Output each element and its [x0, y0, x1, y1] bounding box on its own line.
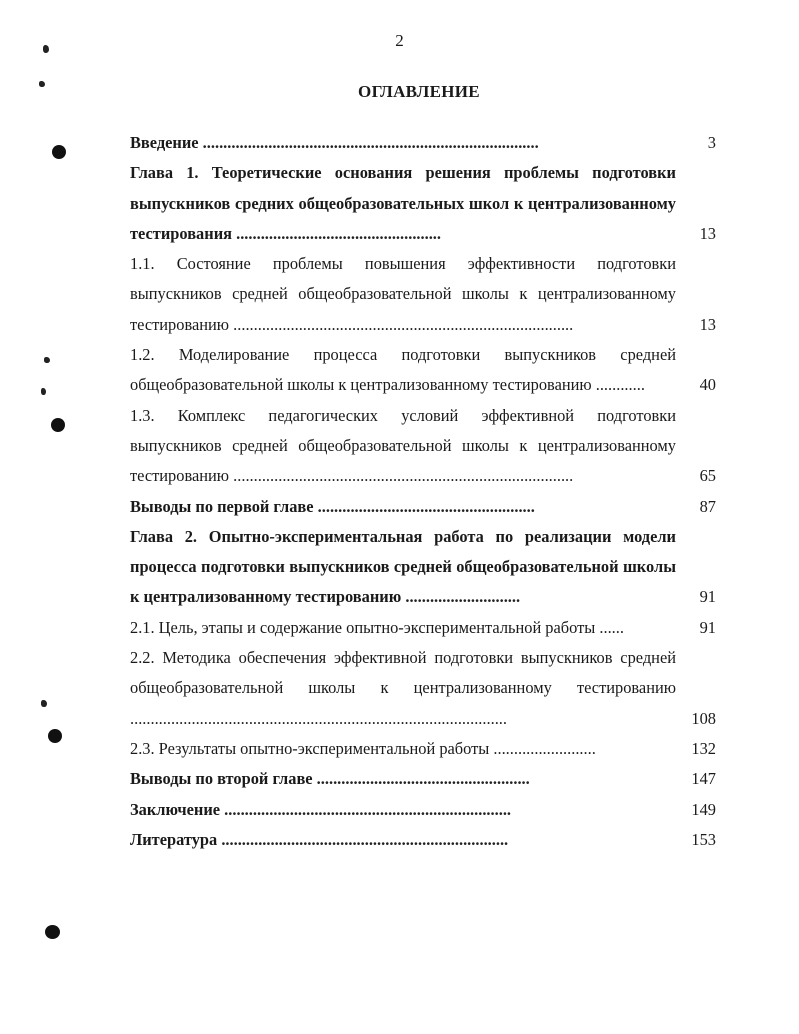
toc-page-number: 65 — [699, 466, 716, 486]
toc-leader: ............ — [591, 375, 645, 395]
toc-entry-literature[interactable] — [130, 825, 716, 855]
punch-hole-2 — [51, 418, 65, 432]
punch-hole-1 — [52, 145, 66, 159]
toc-entry-title: 2.2. Методика обеспечения эффективной подготовки выпускников средней общеобразовательной школы к централизованному тестированию — [130, 648, 676, 698]
toc-leader: ................................................................................... — [229, 314, 574, 334]
toc-page-number: 13 — [699, 314, 716, 334]
toc-page-number: 147 — [691, 769, 716, 789]
toc-entry-title: Выводы по второй главе — [130, 769, 313, 789]
toc-entry-conclusion[interactable] — [130, 795, 716, 825]
toc-page-number: 108 — [691, 708, 716, 728]
toc-entry-chapter-2[interactable] — [130, 522, 716, 613]
toc-leader: .................................................. — [232, 223, 441, 243]
toc-page-number: 153 — [691, 829, 716, 849]
toc-entry-conclusions-2[interactable] — [130, 764, 716, 794]
toc-entry-title: 2.3. Результаты опытно-экспериментальной работы — [130, 738, 490, 758]
punch-hole-4 — [45, 925, 60, 939]
toc-page-number: 91 — [699, 587, 716, 607]
toc-entry-title: Заключение — [130, 799, 221, 819]
toc-page-number: 149 — [691, 799, 716, 819]
toc-entry-title: Выводы по первой главе — [130, 496, 314, 516]
toc-page-number: 3 — [707, 133, 716, 152]
toc-leader: ............................................................................................ — [130, 708, 507, 728]
toc-page-number: 91 — [699, 617, 716, 637]
toc-leader: ................................................................................... — [229, 466, 574, 486]
toc-entry-title: Введение — [130, 133, 199, 152]
toc-leader: ......................... — [489, 738, 596, 758]
scan-speck-1 — [43, 45, 49, 53]
toc-leader: .................................................................................. — [198, 133, 539, 152]
toc-leader: ..................................................... — [313, 496, 535, 516]
toc-entry-title: Глава 2. Опытно-экспериментальная работа по реализации модели процесса подготовки выпускников средней общеобразовательной школы к централизованному тестированию — [130, 526, 676, 607]
toc-leader: ............................ — [401, 587, 521, 607]
toc-entry-title: Литература — [130, 829, 218, 849]
toc-entry-title: 1.2. Моделирование процесса подготовки выпускников средней общеобразовательной школы к централизованному тестированию — [130, 345, 676, 395]
scan-speck-5 — [41, 700, 47, 707]
table-of-contents — [130, 128, 716, 855]
toc-entry-section-2-1[interactable] — [130, 613, 716, 643]
toc-leader: ...................................................................... — [220, 799, 512, 819]
toc-leader: ...... — [595, 617, 624, 637]
toc-page-number: 40 — [699, 375, 716, 395]
scan-speck-4 — [41, 388, 46, 395]
toc-entry-conclusions-1[interactable] — [130, 492, 716, 522]
toc-entry-section-2-3[interactable] — [130, 734, 716, 764]
page-number: 2 — [395, 31, 404, 50]
toc-entry-title: 1.3. Комплекс педагогических условий эффективной подготовки выпускников средней общеобразовательной школы к централизованному тестированию — [130, 405, 676, 486]
toc-entry-chapter-1[interactable] — [130, 158, 716, 249]
toc-page-number: 13 — [699, 223, 716, 243]
toc-entry-section-1-1[interactable] — [130, 249, 716, 340]
scan-speck-2 — [39, 81, 45, 87]
toc-leader: .................................................... — [312, 769, 530, 789]
toc-entry-section-2-2[interactable] — [130, 643, 716, 734]
toc-page-number: 87 — [699, 496, 716, 516]
toc-entry-section-1-2[interactable] — [130, 340, 716, 401]
toc-entry-title: Глава 1. Теоретические основания решения проблемы подготовки выпускников средних общеобразовательных школ к централизованному тестирования — [130, 163, 676, 243]
page-title: ОГЛАВЛЕНИЕ — [358, 82, 480, 101]
punch-hole-3 — [48, 729, 62, 743]
toc-entry-title: 1.1. Состояние проблемы повышения эффективности подготовки выпускников средней общеобразовательной школы к централизованному тестированию — [130, 254, 676, 334]
toc-page-number: 132 — [691, 738, 716, 758]
toc-entry-title: 2.1. Цель, этапы и содержание опытно-экспериментальной работы — [130, 617, 596, 637]
scan-speck-3 — [44, 357, 50, 363]
toc-entry-section-1-3[interactable] — [130, 401, 716, 492]
toc-entry-intro[interactable] — [130, 128, 716, 158]
toc-leader: ...................................................................... — [217, 829, 509, 849]
